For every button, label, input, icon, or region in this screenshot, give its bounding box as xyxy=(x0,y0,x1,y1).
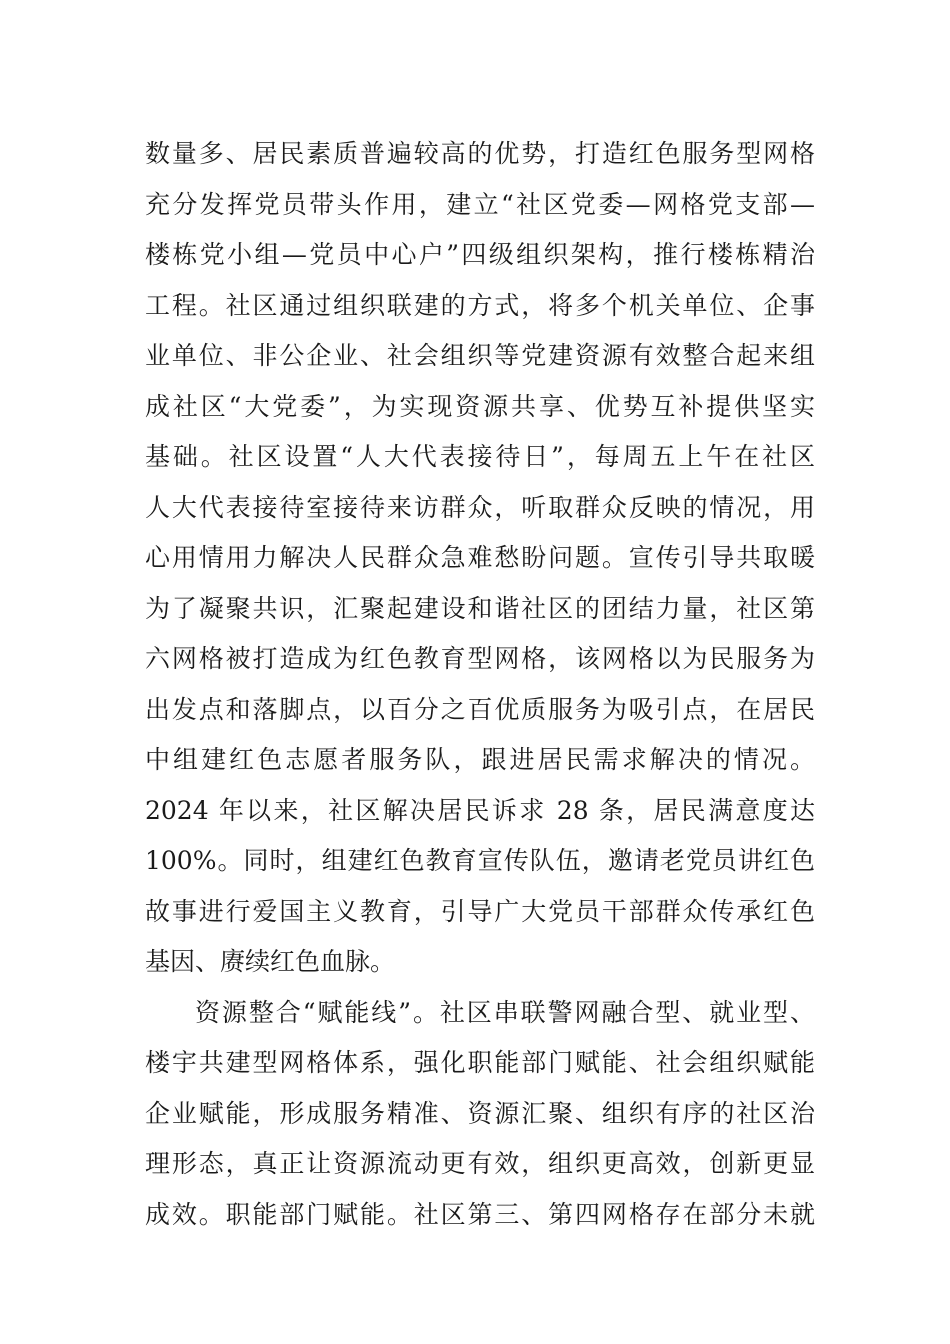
text-line: 中组建红色志愿者服务队，跟进居民需求解决的情况。 xyxy=(145,745,815,774)
text-line: 数量多、居民素质普遍较高的优势，打造红色服务型网格 xyxy=(145,139,815,168)
text-line: 理形态，真正让资源流动更有效，组织更高效，创新更显 xyxy=(145,1149,815,1178)
text-line: 2024 年以来，社区解决居民诉求 28 条，居民满意度达 xyxy=(145,795,815,825)
text-line: 成社区“大党委”，为实现资源共享、优势互补提供坚实 xyxy=(145,391,815,421)
text-line: 充分发挥党员带头作用，建立“社区党委—网格党支部— xyxy=(145,189,815,219)
text-line: 基础。社区设置“人大代表接待日”，每周五上午在社区 xyxy=(145,442,815,471)
text-line: 资源整合“赋能线”。社区串联警网融合型、就业型、 xyxy=(195,997,815,1027)
text-line: 楼宇共建型网格体系，强化职能部门赋能、社会组织赋能 xyxy=(145,1048,815,1077)
text-line: 出发点和落脚点，以百分之百优质服务为吸引点，在居民 xyxy=(145,694,815,724)
text-line: 人大代表接待室接待来访群众，听取群众反映的情况，用 xyxy=(145,492,815,522)
text-line: 六网格被打造成为红色教育型网格，该网格以为民服务为 xyxy=(145,644,815,673)
text-line: 100%。同时，组建红色教育宣传队伍，邀请老党员讲红色 xyxy=(145,846,815,875)
text-line: 基因、赓续红色血脉。 xyxy=(145,947,396,976)
text-line: 业单位、非公企业、社会组织等党建资源有效整合起来组 xyxy=(145,341,815,370)
text-line: 工程。社区通过组织联建的方式，将多个机关单位、企事 xyxy=(145,290,815,320)
text-line: 企业赋能，形成服务精准、资源汇聚、组织有序的社区治 xyxy=(145,1098,815,1128)
paragraph-1 xyxy=(145,129,815,988)
body-text xyxy=(145,129,815,1240)
text-line: 成效。职能部门赋能。社区第三、第四网格存在部分未就 xyxy=(145,1199,815,1229)
text-line: 楼栋党小组—党员中心户”四级组织架构，推行楼栋精治 xyxy=(145,240,815,269)
text-line: 故事进行爱国主义教育，引导广大党员干部群众传承红色 xyxy=(145,896,815,926)
text-line: 为了凝聚共识，汇聚起建设和谐社区的团结力量，社区第 xyxy=(145,593,815,623)
paragraph-2 xyxy=(145,988,815,1241)
text-line: 心用情用力解决人民群众急难愁盼问题。宣传引导共取暖 xyxy=(145,543,815,572)
